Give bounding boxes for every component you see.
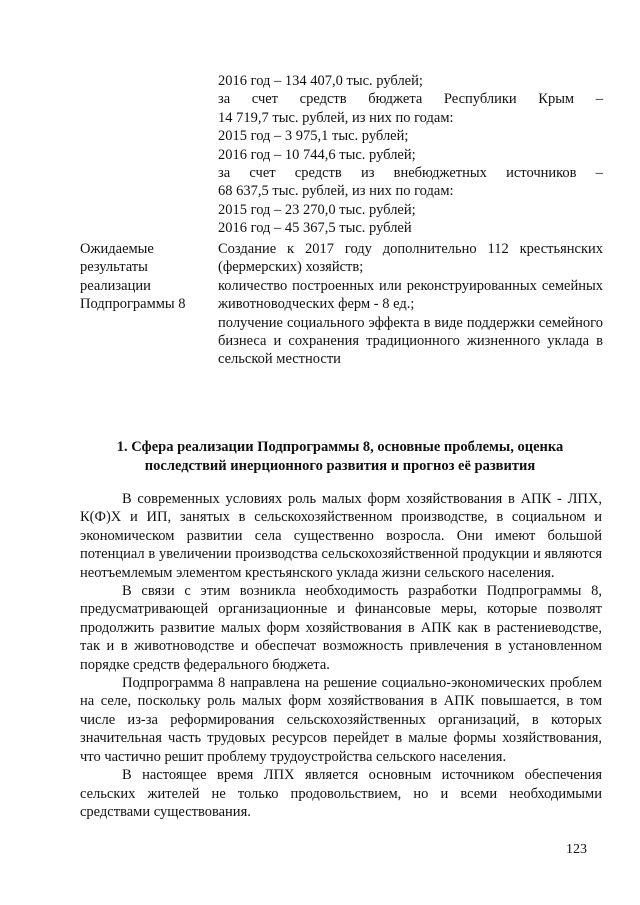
financing-line: 2016 год – 134 407,0 тыс. рублей; [218,73,423,89]
body-paragraph: Подпрограмма 8 направлена на решение социально-экономических проблем на селе, поскольку роль малых форм хозяйствования в АПК повышается, в том числе из-за реформирования сельскохозяйственных организаций, в которых значительная часть трудовых ресурсов перейдет в малые формы хозяйствования, что частично решит проблему трудоустройства сельского населения. [80,675,602,765]
page-number: 123 [566,842,587,857]
financing-block [218,72,603,238]
financing-line: 2015 год – 23 270,0 тыс. рублей; [218,201,416,218]
expected-results-label: Ожидаемые результаты реализации Подпрограммы 8 [80,241,186,313]
financing-line: 14 719,7 тыс. рублей, из них по годам: [218,109,454,126]
body-paragraph: В современных условиях роль малых форм хозяйствования в АПК - ЛПХ, К(Ф)Х и ИП, занятых в сельскохозяйственном производстве, в социальном и экономическом развитии села существенно возросла. Они имеют большой потенциал в увеличении производства сельскохозяйственной продукции и являются неотъемлемым элементом крестьянского уклада жизни сельского населения. [80,491,602,581]
financing-line: 2015 год – 3 975,1 тыс. рублей; [218,128,409,145]
financing-line: за счет средств из внебюджетных источников – [218,165,603,182]
section-heading: 1. Сфера реализации Подпрограммы 8, основные проблемы, оценка последствий инерционного развития и прогноз её развития [116,439,564,474]
financing-line: 2016 год – 45 367,5 тыс. рублей [218,220,412,237]
expected-result-item: количество построенных или реконструированных семейных животноводческих ферм - 8 ед.; [218,277,603,313]
expected-result-item: Создание к 2017 году дополнительно 112 крестьянских (фермерских) хозяйств; [218,241,603,276]
body-paragraph: В связи с этим возникла необходимость разработки Подпрограммы 8, предусматривающей организационные и финансовые меры, которые позволят продолжить развитие малых форм хозяйствования в АПК как в растениеводстве, так и в животноводстве и обеспечат возможность привлечения в установленном порядке средств федерального бюджета. [80,583,602,673]
financing-line: 68 637,5 тыс. рублей, из них по годам: [218,183,454,200]
financing-line: 2016 год – 10 744,6 тыс. рублей; [218,146,416,163]
expected-results-list [218,240,603,369]
expected-result-item: получение социального эффекта в виде поддержки семейного бизнеса и сохранения традиционного жизненного уклада в сельской местности [218,314,603,368]
section-body [80,490,602,821]
financing-line: за счет средств бюджета Республики Крым – [218,91,603,108]
body-paragraph: В настоящее время ЛПХ является основным источником обеспечения сельских жителей не только продовольствием, но и всеми необходимыми средствами существования. [80,767,602,820]
